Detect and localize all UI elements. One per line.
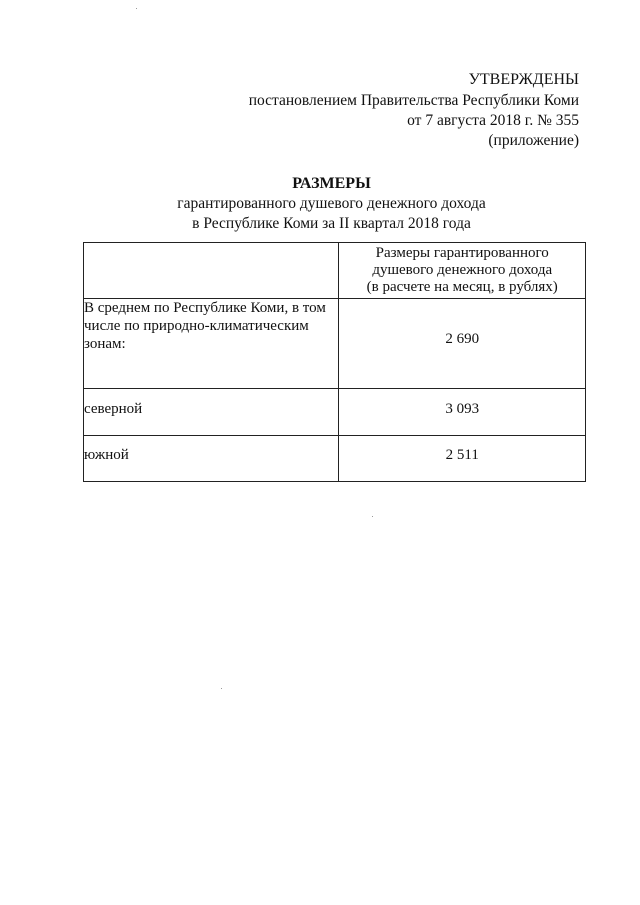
scan-speck bbox=[136, 8, 137, 9]
table-header-empty-cell bbox=[84, 243, 339, 299]
header-value-line2: душевого денежного дохода bbox=[372, 262, 553, 278]
row-value-northern: 3 093 bbox=[339, 389, 586, 436]
header-value-line3: (в расчете на месяц, в рублях) bbox=[366, 279, 558, 295]
document-subtitle-line2: в Республике Коми за II квартал 2018 года bbox=[192, 215, 471, 232]
row-label-southern: южной bbox=[84, 436, 339, 482]
document-title: РАЗМЕРЫ bbox=[292, 175, 371, 192]
table-row bbox=[84, 436, 586, 482]
table-header-row bbox=[84, 243, 586, 299]
row-label-line2: числе по природно-климатическим bbox=[84, 318, 309, 334]
income-table bbox=[83, 242, 586, 482]
row-value-average: 2 690 bbox=[339, 299, 586, 389]
row-label-northern: северной bbox=[84, 389, 339, 436]
table-row bbox=[84, 299, 586, 389]
document-subtitle-line1: гарантированного душевого денежного дохода bbox=[177, 195, 486, 212]
table-row bbox=[84, 389, 586, 436]
scan-speck bbox=[221, 688, 222, 689]
approval-decree-line: постановлением Правительства Республики Коми bbox=[248, 92, 579, 109]
row-label-average bbox=[84, 299, 339, 389]
scan-speck bbox=[372, 516, 373, 517]
row-label-line3: зонам: bbox=[84, 336, 126, 352]
approval-appendix-line: (приложение) bbox=[488, 132, 579, 149]
approved-heading: УТВЕРЖДЕНЫ bbox=[468, 71, 579, 88]
row-value-southern: 2 511 bbox=[339, 436, 586, 482]
approval-date-line: от 7 августа 2018 г. № 355 bbox=[407, 112, 579, 129]
document-heading bbox=[0, 174, 640, 234]
table-header-value-cell bbox=[339, 243, 586, 299]
header-value-line1: Размеры гарантированного bbox=[375, 245, 549, 261]
approval-block bbox=[249, 70, 579, 151]
row-label-line1: В среднем по Республике Коми, в том bbox=[84, 300, 326, 316]
